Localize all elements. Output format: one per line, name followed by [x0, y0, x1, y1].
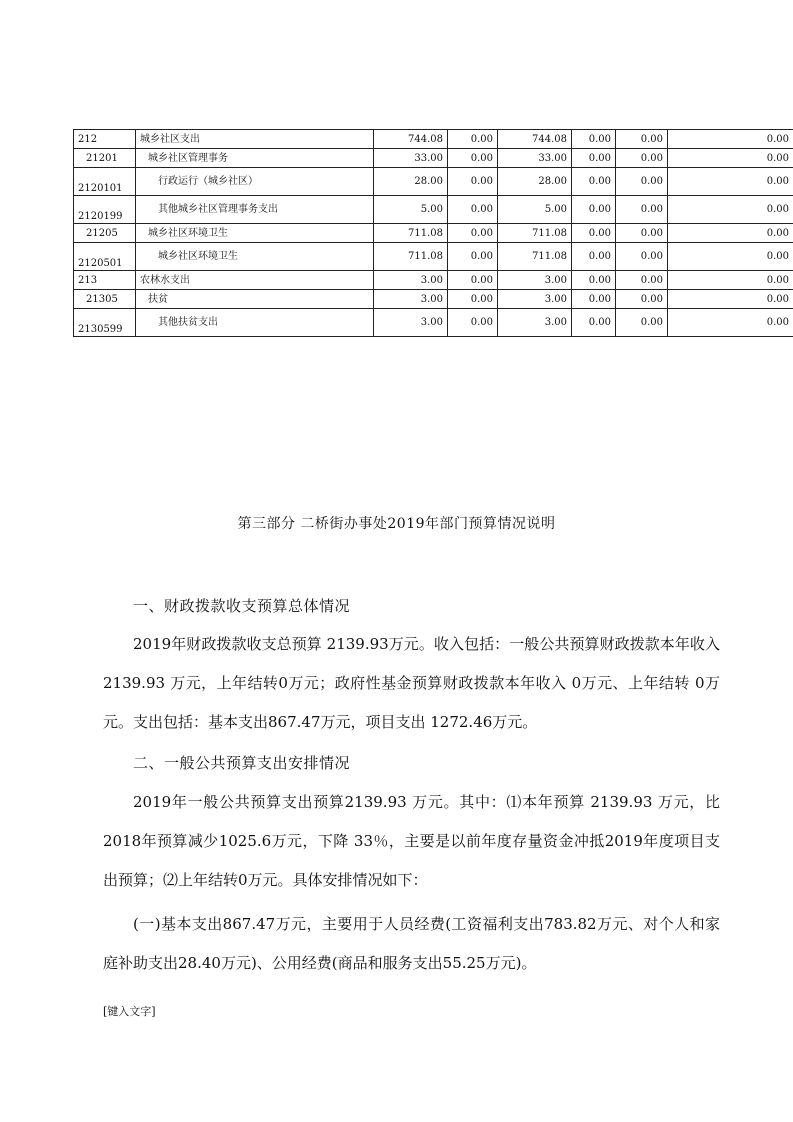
- section1-paragraph: 2019年财政拨款收支总预算 2139.93万元。收入包括：一般公共预算财政拨款本年收入 2139.93 万元，上年结转0万元；政府性基金预算财政拨款本年收入 0万元、上年结转 0万元。支出包括：基本支出867.47万元，项目支出 1272.46万元。: [103, 635, 720, 731]
- table-row: [74, 271, 793, 290]
- cell-code: 212: [74, 130, 136, 149]
- cell-value: 0.00: [668, 271, 793, 290]
- cell-value: 0.00: [448, 130, 498, 149]
- cell-value: 0.00: [616, 271, 668, 290]
- cell-value: 0.00: [616, 168, 668, 196]
- cell-value: 28.00: [374, 168, 448, 196]
- cell-value: 3.00: [374, 309, 448, 337]
- cell-value: 5.00: [374, 196, 448, 224]
- section2-paragraph-2: (一)基本支出867.47万元，主要用于人员经费(工资福利支出783.82万元、对个人和家庭补助支出28.40万元)、公用经费(商品和服务支出55.25万元)。: [103, 915, 720, 972]
- cell-value: 3.00: [498, 309, 572, 337]
- cell-value: 0.00: [616, 290, 668, 309]
- cell-value: 33.00: [498, 149, 572, 168]
- cell-value: 711.08: [498, 224, 572, 243]
- table-row: [74, 290, 793, 309]
- cell-value: 0.00: [448, 196, 498, 224]
- cell-value: 0.00: [448, 271, 498, 290]
- cell-name: 城乡社区环境卫生: [136, 243, 374, 271]
- cell-name: 城乡社区环境卫生: [136, 224, 374, 243]
- section2-paragraph-1: 2019年一般公共预算支出预算2139.93 万元。其中：⑴本年预算 2139.93 万元，比2018年预算减少1025.6万元，下降 33％，主要是以前年度存量资金冲抵2019年度项目支出预算；⑵上年结转0万元。具体安排情况如下：: [103, 793, 720, 889]
- cell-value: 0.00: [616, 224, 668, 243]
- cell-value: 0.00: [448, 309, 498, 337]
- cell-value: 3.00: [374, 271, 448, 290]
- cell-code: 2120101: [74, 168, 136, 196]
- cell-value: 0.00: [572, 130, 616, 149]
- cell-value: 0.00: [616, 243, 668, 271]
- table-row: [74, 149, 793, 168]
- cell-code: 2120501: [74, 243, 136, 271]
- cell-value: 711.08: [374, 243, 448, 271]
- footer-placeholder: [键入文字]: [103, 1005, 156, 1018]
- cell-value: 0.00: [616, 130, 668, 149]
- cell-name: 行政运行（城乡社区）: [136, 168, 374, 196]
- cell-value: 0.00: [572, 196, 616, 224]
- cell-value: 0.00: [572, 290, 616, 309]
- cell-code: 21201: [74, 149, 136, 168]
- cell-value: 0.00: [572, 309, 616, 337]
- cell-value: 0.00: [448, 224, 498, 243]
- cell-value: 0.00: [668, 130, 793, 149]
- cell-name: 城乡社区支出: [136, 130, 374, 149]
- table-row: [74, 130, 793, 149]
- cell-name: 农林水支出: [136, 271, 374, 290]
- cell-name: 城乡社区管理事务: [136, 149, 374, 168]
- cell-value: 0.00: [668, 168, 793, 196]
- cell-value: 0.00: [616, 309, 668, 337]
- cell-value: 33.00: [374, 149, 448, 168]
- cell-value: 0.00: [668, 309, 793, 337]
- cell-value: 0.00: [616, 196, 668, 224]
- cell-name: 其他城乡社区管理事务支出: [136, 196, 374, 224]
- cell-value: 0.00: [448, 243, 498, 271]
- document-title: 第三部分 二桥街办事处2019年部门预算情况说明: [237, 516, 556, 532]
- cell-value: 0.00: [668, 149, 793, 168]
- cell-code: 21305: [74, 290, 136, 309]
- cell-value: 5.00: [498, 196, 572, 224]
- cell-value: 0.00: [572, 149, 616, 168]
- cell-name: 扶贫: [136, 290, 374, 309]
- cell-code: 2120199: [74, 196, 136, 224]
- section-heading-2: 二、一般公共预算支出安排情况: [133, 754, 351, 772]
- table-row: [74, 168, 793, 196]
- section-heading-1: 一、财政拨款收支预算总体情况: [133, 597, 351, 615]
- cell-value: 0.00: [616, 149, 668, 168]
- cell-value: 744.08: [374, 130, 448, 149]
- cell-value: 0.00: [668, 224, 793, 243]
- table-body: [74, 130, 793, 337]
- cell-value: 0.00: [668, 290, 793, 309]
- cell-code: 213: [74, 271, 136, 290]
- cell-value: 0.00: [668, 243, 793, 271]
- cell-value: 0.00: [572, 243, 616, 271]
- cell-value: 0.00: [572, 271, 616, 290]
- cell-value: 0.00: [572, 168, 616, 196]
- cell-value: 3.00: [498, 271, 572, 290]
- cell-value: 0.00: [572, 224, 616, 243]
- cell-code: 2130599: [74, 309, 136, 337]
- cell-value: 711.08: [374, 224, 448, 243]
- table-row: [74, 196, 793, 224]
- cell-code: 21205: [74, 224, 136, 243]
- cell-value: 0.00: [448, 290, 498, 309]
- cell-value: 3.00: [374, 290, 448, 309]
- cell-value: 0.00: [448, 149, 498, 168]
- budget-table: [73, 129, 793, 337]
- table-row: [74, 224, 793, 243]
- cell-value: 711.08: [498, 243, 572, 271]
- cell-value: 0.00: [448, 168, 498, 196]
- table-row: [74, 243, 793, 271]
- cell-value: 28.00: [498, 168, 572, 196]
- cell-value: 3.00: [498, 290, 572, 309]
- cell-value: 0.00: [668, 196, 793, 224]
- cell-name: 其他扶贫支出: [136, 309, 374, 337]
- cell-value: 744.08: [498, 130, 572, 149]
- table-row: [74, 309, 793, 337]
